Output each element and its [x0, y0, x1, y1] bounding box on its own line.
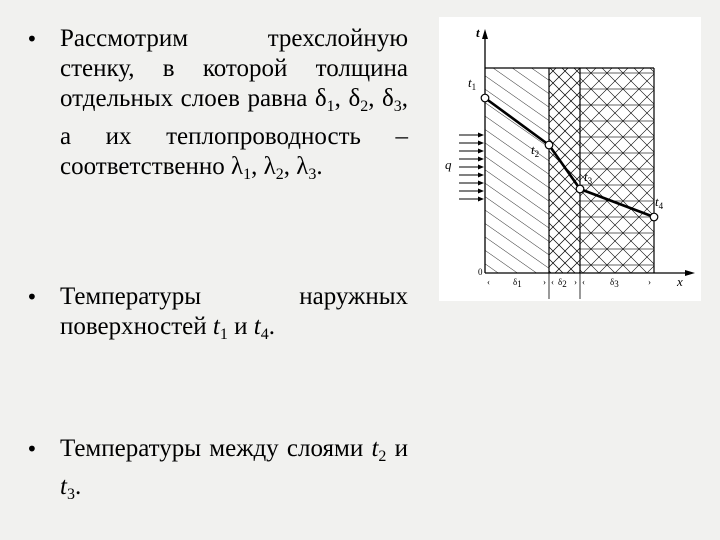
label-t2: t2: [531, 142, 540, 159]
layer-1-hatch: [485, 68, 549, 273]
lambda-sub-3: 3: [308, 166, 317, 183]
delta-sub-2: 2: [360, 98, 369, 115]
comma: ,: [368, 85, 375, 112]
label-t3: t3: [584, 169, 593, 186]
comma: ,: [251, 153, 258, 180]
t-symbol: t: [371, 435, 379, 462]
heat-flux-label: q: [445, 157, 452, 172]
and-word: и: [394, 435, 409, 462]
label-delta-3: δ3: [610, 277, 619, 289]
label-t1: t1: [468, 75, 477, 92]
bullet-outer-temperatures: [26, 282, 408, 350]
t-sub-4: 4: [260, 326, 269, 343]
period: .: [74, 473, 82, 500]
bullet2-text: Температуры наружных поверхностей: [60, 283, 408, 340]
point-t3: [576, 185, 584, 193]
delta-symbol: δ: [382, 85, 394, 112]
svg-text:›: ›: [543, 277, 546, 287]
layer-3-hatch: [580, 68, 654, 273]
x-axis-label: x: [677, 274, 683, 289]
point-t1: [481, 94, 489, 102]
comma: ,: [283, 153, 290, 180]
t-sub-3: 3: [66, 486, 75, 503]
t-sub-2: 2: [378, 448, 387, 465]
bullet-dot: •: [26, 27, 38, 51]
label-t4: t4: [655, 194, 664, 211]
bullet1-text: Рассмотрим трехслойную стенку, в которой толщина отдельных слоев равна: [60, 25, 408, 112]
lambda-sub-2: 2: [275, 166, 284, 183]
bullet-wall-description: [26, 24, 408, 190]
svg-text:›: ›: [574, 277, 577, 287]
heat-flux-arrows: [459, 133, 484, 202]
t-sub-1: 1: [219, 326, 228, 343]
delta-sub-3: 3: [393, 98, 402, 115]
x-axis-arrow: [685, 270, 695, 276]
bullet3-text: Температуры между слоями: [60, 435, 364, 462]
t-symbol: t: [212, 313, 220, 340]
period: .: [268, 313, 275, 340]
delta-symbol: δ: [348, 85, 361, 112]
lambda-sub-1: 1: [243, 166, 252, 183]
t-symbol: t: [60, 473, 67, 500]
bullet-dot: •: [26, 437, 38, 461]
lambda-symbol: λ: [296, 153, 309, 180]
label-delta-2: δ2: [558, 277, 567, 289]
lambda-symbol: λ: [230, 153, 244, 180]
comma: ,: [334, 85, 341, 112]
bullet-between-temperatures: [26, 434, 408, 510]
label-delta-1: δ1: [513, 277, 522, 289]
point-t4: [650, 213, 658, 221]
svg-text:‹: ‹: [551, 277, 554, 287]
svg-text:‹: ‹: [487, 277, 490, 287]
lambda-symbol: λ: [263, 153, 276, 180]
layer-2-hatch: [549, 68, 580, 273]
wall-diagram-svg: [439, 17, 701, 301]
point-t2: [545, 141, 553, 149]
svg-text:‹: ‹: [582, 277, 585, 287]
and-word: и: [234, 313, 248, 340]
bullet1-text-mid: , а их теплопроводность – соответственно: [60, 85, 409, 180]
t-axis-arrow: [482, 29, 488, 39]
delta-sub-1: 1: [326, 98, 335, 115]
three-layer-wall-diagram: [439, 17, 701, 301]
t-symbol: t: [253, 313, 261, 340]
period: .: [316, 153, 323, 180]
origin-label: 0: [478, 267, 483, 277]
thickness-dimensions: [487, 277, 651, 287]
t-axis-label: t: [476, 25, 480, 40]
bullet-dot: •: [26, 285, 38, 309]
delta-symbol: δ: [314, 85, 327, 112]
svg-text:›: ›: [648, 277, 651, 287]
